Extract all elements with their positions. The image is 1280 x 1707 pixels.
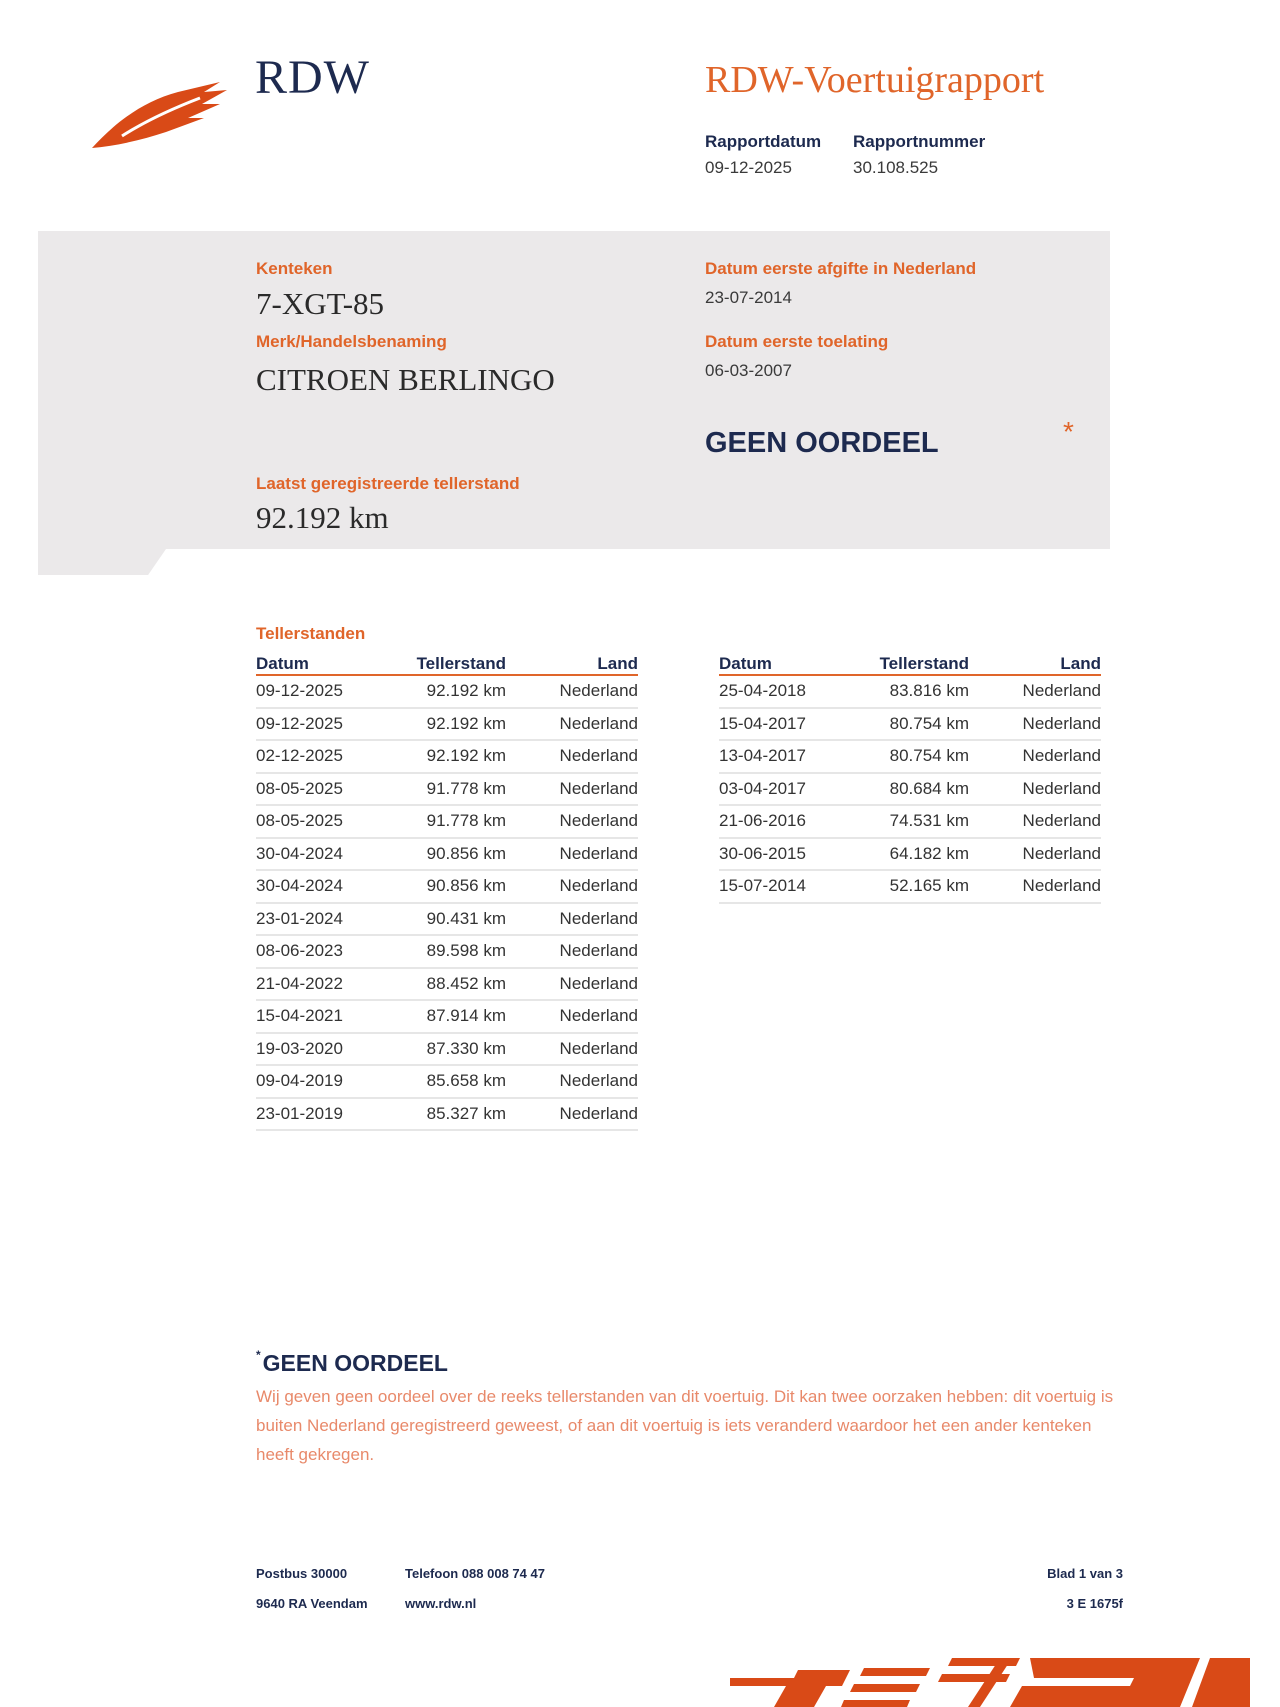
cell-date: 25-04-2018 xyxy=(719,675,849,708)
report-date: 09-12-2025 xyxy=(705,158,792,177)
table-row xyxy=(256,870,638,903)
cell-odometer: 91.778 km xyxy=(386,805,506,838)
cell-date: 15-07-2014 xyxy=(719,870,849,903)
footer-postal-city: 9640 RA Veendam xyxy=(256,1596,368,1611)
cell-country: Nederland xyxy=(969,805,1101,838)
cell-country: Nederland xyxy=(969,838,1101,871)
cell-odometer: 90.856 km xyxy=(386,870,506,903)
table-row xyxy=(256,675,638,708)
panel-tab xyxy=(38,549,166,575)
cell-odometer: 80.754 km xyxy=(849,708,969,741)
column-header-odometer: Tellerstand xyxy=(386,650,506,675)
cell-date: 23-01-2019 xyxy=(256,1098,386,1131)
column-header-odometer: Tellerstand xyxy=(849,650,969,675)
cell-date: 21-06-2016 xyxy=(719,805,849,838)
cell-date: 21-04-2022 xyxy=(256,968,386,1001)
make-label: Merk/Handelsbenaming xyxy=(256,332,447,351)
cell-odometer: 91.778 km xyxy=(386,773,506,806)
rdw-logo-icon xyxy=(92,74,242,154)
cell-country: Nederland xyxy=(506,708,638,741)
report-number: 30.108.525 xyxy=(853,158,939,177)
footnote-text: Wij geven geen oordeel over de reeks tellerstanden van dit voertuig. Dit kan twee oorzaken hebben: dit voertuig is buiten Nederland geregistreerd geweest, of aan dit voertuig is iets veranderd waardoor het een ander kenteken heeft gekregen. xyxy=(256,1387,1114,1464)
cell-odometer: 74.531 km xyxy=(849,805,969,838)
table-row xyxy=(256,1000,638,1033)
cell-country: Nederland xyxy=(506,773,638,806)
table-row xyxy=(719,675,1101,708)
cell-country: Nederland xyxy=(969,740,1101,773)
footer-phone: Telefoon 088 008 74 47 xyxy=(405,1566,545,1581)
cell-odometer: 92.192 km xyxy=(386,708,506,741)
cell-odometer: 90.431 km xyxy=(386,903,506,936)
odometer-table-right xyxy=(719,650,1101,904)
cell-date: 30-04-2024 xyxy=(256,870,386,903)
cell-country: Nederland xyxy=(969,708,1101,741)
report-date-label: Rapportdatum xyxy=(705,132,822,151)
report-title: RDW-Voertuigrapport xyxy=(705,59,1045,101)
cell-odometer: 87.330 km xyxy=(386,1033,506,1066)
table-row xyxy=(719,740,1101,773)
table-row xyxy=(719,870,1101,903)
odometer-table-left xyxy=(256,650,638,1131)
column-header-country: Land xyxy=(506,650,638,675)
table-row xyxy=(256,773,638,806)
footer-page-number: Blad 1 van 3 xyxy=(1047,1566,1123,1581)
decorative-stripes-icon xyxy=(730,1658,1250,1707)
cell-odometer: 89.598 km xyxy=(386,935,506,968)
cell-odometer: 52.165 km xyxy=(849,870,969,903)
cell-country: Nederland xyxy=(506,935,638,968)
make-value: CITROEN BERLINGO xyxy=(256,362,555,397)
cell-date: 30-06-2015 xyxy=(719,838,849,871)
table-row xyxy=(256,903,638,936)
cell-country: Nederland xyxy=(506,1098,638,1131)
table-row xyxy=(256,968,638,1001)
report-number-label: Rapportnummer xyxy=(853,132,986,151)
table-row xyxy=(256,838,638,871)
cell-date: 02-12-2025 xyxy=(256,740,386,773)
cell-date: 23-01-2024 xyxy=(256,903,386,936)
cell-country: Nederland xyxy=(969,675,1101,708)
cell-country: Nederland xyxy=(506,903,638,936)
cell-country: Nederland xyxy=(506,838,638,871)
cell-date: 13-04-2017 xyxy=(719,740,849,773)
cell-odometer: 88.452 km xyxy=(386,968,506,1001)
table-row xyxy=(256,1065,638,1098)
cell-odometer: 80.684 km xyxy=(849,773,969,806)
table-row xyxy=(719,708,1101,741)
cell-country: Nederland xyxy=(969,773,1101,806)
cell-date: 03-04-2017 xyxy=(719,773,849,806)
cell-country: Nederland xyxy=(969,870,1101,903)
cell-odometer: 80.754 km xyxy=(849,740,969,773)
footnote-marker: * xyxy=(256,1348,261,1363)
cell-country: Nederland xyxy=(506,1065,638,1098)
cell-odometer: 64.182 km xyxy=(849,838,969,871)
cell-date: 09-12-2025 xyxy=(256,675,386,708)
first-admission-label: Datum eerste toelating xyxy=(705,332,889,351)
cell-country: Nederland xyxy=(506,870,638,903)
cell-date: 08-06-2023 xyxy=(256,935,386,968)
table-row xyxy=(719,805,1101,838)
first-admission-value: 06-03-2007 xyxy=(705,361,792,380)
footer-website[interactable]: www.rdw.nl xyxy=(405,1596,477,1611)
verdict: GEEN OORDEEL xyxy=(705,427,939,459)
cell-country: Nederland xyxy=(506,805,638,838)
cell-country: Nederland xyxy=(506,740,638,773)
footnote-title-text: GEEN OORDEEL xyxy=(262,1350,448,1376)
plate-label: Kenteken xyxy=(256,259,333,278)
first-issue-nl-label: Datum eerste afgifte in Nederland xyxy=(705,259,977,278)
cell-date: 08-05-2025 xyxy=(256,773,386,806)
column-header-date: Datum xyxy=(719,650,849,675)
table-row xyxy=(256,1033,638,1066)
odometer-section-title: Tellerstanden xyxy=(256,624,366,643)
verdict-footnote-marker: * xyxy=(1063,416,1074,447)
column-header-date: Datum xyxy=(256,650,386,675)
last-odometer-value: 92.192 km xyxy=(256,500,389,535)
first-issue-nl-value: 23-07-2014 xyxy=(705,288,792,307)
table-row xyxy=(256,740,638,773)
column-header-country: Land xyxy=(969,650,1101,675)
cell-date: 15-04-2021 xyxy=(256,1000,386,1033)
cell-odometer: 83.816 km xyxy=(849,675,969,708)
cell-date: 15-04-2017 xyxy=(719,708,849,741)
cell-date: 30-04-2024 xyxy=(256,838,386,871)
cell-odometer: 92.192 km xyxy=(386,675,506,708)
cell-country: Nederland xyxy=(506,1000,638,1033)
table-row xyxy=(256,805,638,838)
cell-odometer: 85.658 km xyxy=(386,1065,506,1098)
table-row xyxy=(719,838,1101,871)
cell-odometer: 85.327 km xyxy=(386,1098,506,1131)
cell-odometer: 92.192 km xyxy=(386,740,506,773)
table-row xyxy=(256,935,638,968)
footer-po-box: Postbus 30000 xyxy=(256,1566,348,1581)
cell-date: 09-04-2019 xyxy=(256,1065,386,1098)
cell-date: 09-12-2025 xyxy=(256,708,386,741)
cell-country: Nederland xyxy=(506,1033,638,1066)
cell-date: 08-05-2025 xyxy=(256,805,386,838)
footnote-title xyxy=(256,1350,448,1377)
table-row xyxy=(256,1098,638,1131)
plate-value: 7-XGT-85 xyxy=(256,286,385,321)
cell-odometer: 90.856 km xyxy=(386,838,506,871)
cell-odometer: 87.914 km xyxy=(386,1000,506,1033)
footer-document-code: 3 E 1675f xyxy=(1066,1596,1123,1611)
cell-country: Nederland xyxy=(506,675,638,708)
table-row xyxy=(719,773,1101,806)
brand-name: RDW xyxy=(255,51,370,104)
cell-country: Nederland xyxy=(506,968,638,1001)
cell-date: 19-03-2020 xyxy=(256,1033,386,1066)
last-odometer-label: Laatst geregistreerde tellerstand xyxy=(256,474,520,493)
table-row xyxy=(256,708,638,741)
